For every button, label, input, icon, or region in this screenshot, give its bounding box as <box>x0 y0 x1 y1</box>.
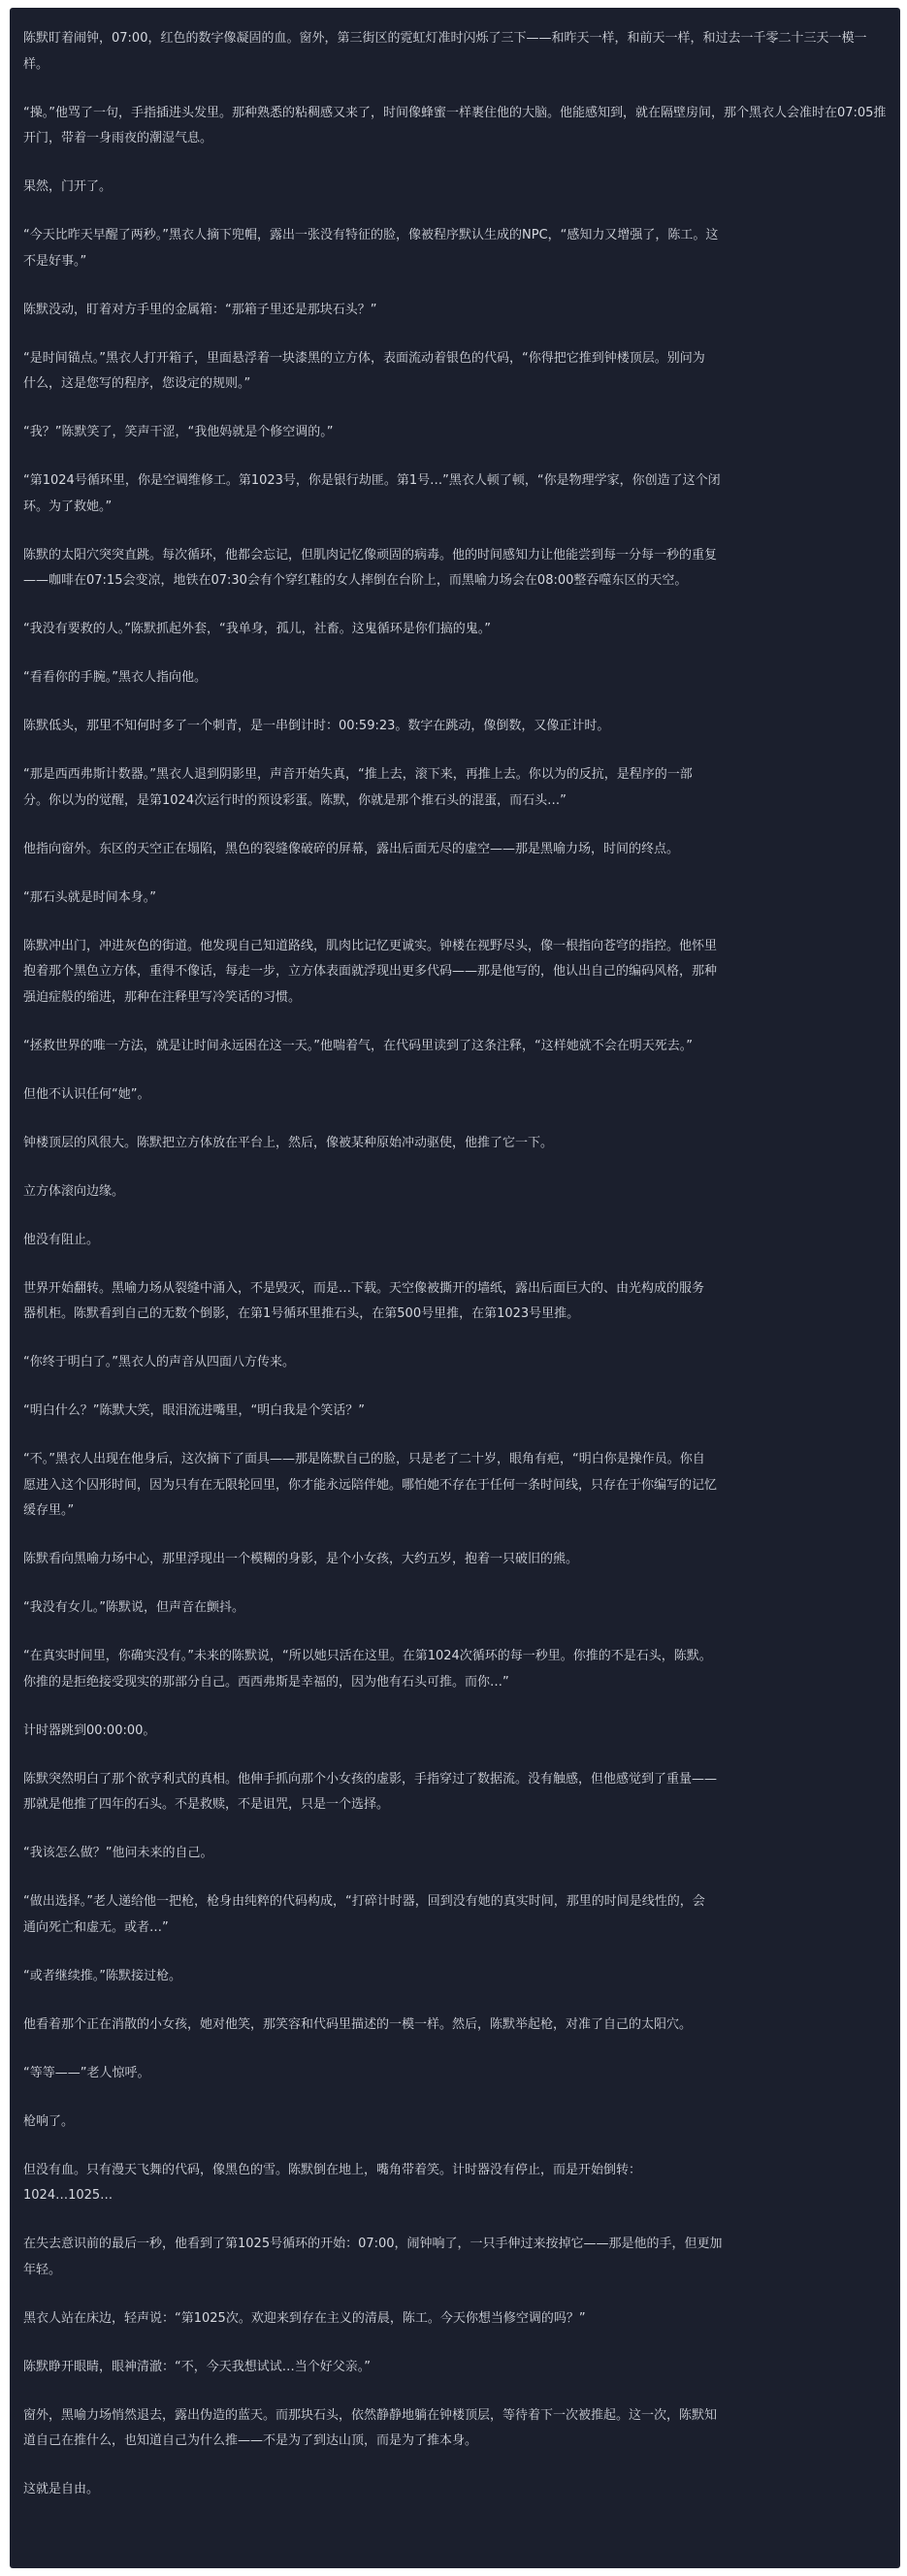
paragraph-line: 那就是他推了四年的石头。不是救赎，不是诅咒，只是一个选择。 <box>23 1797 390 1812</box>
story-paragraph <box>23 1889 887 1941</box>
paragraph-gap <box>23 2038 887 2061</box>
story-paragraph <box>23 1131 887 1157</box>
story-paragraph <box>23 2109 887 2136</box>
paragraph-gap <box>23 201 887 224</box>
paragraph-gap <box>23 152 887 176</box>
story-paragraph <box>23 420 887 446</box>
paragraph-gap <box>23 78 887 101</box>
story-paragraph <box>23 1082 887 1109</box>
paragraph-line: “你终于明白了。”黑衣人的声音从四面八方传来。 <box>23 1355 295 1369</box>
paragraph-gap <box>23 862 887 886</box>
story-paragraph <box>23 175 887 201</box>
story-paragraph <box>23 298 887 324</box>
story-paragraph <box>23 2232 887 2283</box>
paragraph-line: “看看你的手腕。”黑衣人指向他。 <box>23 670 207 685</box>
paragraph-gap <box>23 2135 887 2158</box>
story-paragraph <box>23 1547 887 1573</box>
paragraph-line: “今天比昨天早醒了两秒。”黑衣人摘下兜帽，露出一张没有特征的脸，像被程序默认生成的NPC，“感知力又增强了，陈工。这 <box>23 228 719 242</box>
paragraph-line: 他没有阻止。 <box>23 1232 100 1247</box>
paragraph-line: “那是西西弗斯计数器。”黑衣人退到阴影里，声音开始失真，“推上去，滚下来，再推上去。你以为的反抗，是程序的一部 <box>23 767 693 782</box>
paragraph-line: 陈默冲出门，冲进灰色的街道。他发现自己知道路线，肌肉比记忆更诚实。钟楼在视野尽头，像一根指向苍穹的指控。他怀里 <box>23 938 718 953</box>
story-paragraph <box>23 1841 887 1867</box>
paragraph-gap <box>23 274 887 298</box>
paragraph-line: 环。为了救她。” <box>23 499 113 514</box>
paragraph-gap <box>23 1744 887 1767</box>
paragraph-line: 愿进入这个囚形时间，因为只有在无限轮回里，你才能永远陪伴她。哪怕她不存在于任何一条时间线，只存在于你编写的记忆 <box>23 1477 718 1493</box>
paragraph-gap <box>23 1867 887 1890</box>
story-panel <box>10 8 900 2568</box>
paragraph-line: 但没有血。只有漫天飞舞的代码，像黑色的雪。陈默倒在地上，嘴角带着笑。计时器没有停止，而是开始倒转： <box>23 2162 642 2177</box>
paragraph-gap <box>23 446 887 469</box>
paragraph-line: “拯救世界的唯一方法，就是让时间永远困在这一天。”他喘着气，在代码里读到了这条注释，“这样她就不会在明天死去。” <box>23 1038 693 1053</box>
paragraph-line: 钟楼顶层的风很大。陈默把立方体放在平台上，然后，像被某种原始冲动驱使，他推了它一下。 <box>23 1135 554 1150</box>
paragraph-gap <box>23 2455 887 2478</box>
paragraph-gap <box>23 1573 887 1596</box>
paragraph-line: “等等——”老人惊呼。 <box>23 2065 150 2080</box>
paragraph-line: “操。”他骂了一句，手指插进头发里。那种熟悉的粘稠感又来了，时间像蜂蜜一样裹住他的大脑。他能感知到，就在隔壁房间，那个黑衣人会准时在07:05推开门，带着一身雨夜的潮湿气息。 <box>23 105 887 145</box>
paragraph-line: 但他不认识任何“她”。 <box>23 1086 150 1102</box>
paragraph-line: 窗外，黑喻力场悄然退去，露出伪造的蓝天。而那块石头，依然静静地躺在钟楼顶层，等待着下一次被推起。这一次，陈默知 <box>23 2407 718 2423</box>
story-paragraph <box>23 886 887 912</box>
paragraph-line: 什么，这是您写的程序，您设定的规则。” <box>23 376 251 391</box>
paragraph-line: “不。”黑衣人出现在他身后，这次摘下了面具——那是陈默自己的脸，只是老了二十岁，眼角有疤，“明白你是操作员。你自 <box>23 1452 705 1466</box>
paragraph-line: 立方体滚向边缘。 <box>23 1183 125 1199</box>
paragraph-line: “在真实时间里，你确实没有。”未来的陈默说，“所以她只活在这里。在第1024次循环的每一秒里。你推的不是石头，陈默。 <box>23 1649 712 1663</box>
paragraph-gap <box>23 643 887 666</box>
paragraph-line: 世界开始翻转。黑喻力场从裂缝中涌入，不是毁灭，而是…下载。天空像被撕开的墙纸，露出后面巨大的、由光构成的服务 <box>23 1280 705 1296</box>
paragraph-gap <box>23 814 887 837</box>
paragraph-gap <box>23 692 887 715</box>
story-paragraph <box>23 2061 887 2087</box>
paragraph-line: “明白什么？”陈默大笑，眼泪流进嘴里，“明白我是个笑话？” <box>23 1403 365 1418</box>
paragraph-gap <box>23 1011 887 1034</box>
paragraph-line: 陈默没动，盯着对方手里的金属箱：“那箱子里还是那块石头？” <box>23 302 377 317</box>
story-paragraph <box>23 1644 887 1695</box>
story-paragraph <box>23 101 887 152</box>
paragraph-gap <box>23 1695 887 1719</box>
story-paragraph <box>23 1350 887 1376</box>
paragraph-gap <box>23 1059 887 1082</box>
paragraph-gap <box>23 2380 887 2403</box>
story-paragraph <box>23 26 887 78</box>
paragraph-line: 计时器跳到00:00:00。 <box>23 1723 156 1738</box>
story-paragraph <box>23 934 887 1012</box>
paragraph-line: 陈默盯着闹钟，07:00，红色的数字像凝固的血。窗外，第三街区的霓虹灯准时闪烁了三下——和昨天一样，和前天一样，和过去一千零二十三天一模一样。 <box>23 31 867 72</box>
paragraph-line: 年轻。 <box>23 2262 62 2277</box>
paragraph-line: 强迫症般的缩进，那种在注释里写冷笑话的习惯。 <box>23 989 302 1005</box>
paragraph-line: “我？”陈默笑了，笑声干涩，“我他妈就是个修空调的。” <box>23 425 334 439</box>
paragraph-line: 陈默看向黑喻力场中心，那里浮现出一个模糊的身影，是个小女孩，大约五岁，抱着一只破旧的熊。 <box>23 1552 579 1566</box>
paragraph-gap <box>23 1376 887 1400</box>
story-paragraph <box>23 1179 887 1206</box>
paragraph-line: 不是好事。” <box>23 253 87 269</box>
story-paragraph <box>23 2158 887 2209</box>
paragraph-line: 枪响了。 <box>23 2113 75 2129</box>
paragraph-line: 1024…1025… <box>23 2188 113 2203</box>
story-paragraph <box>23 468 887 520</box>
paragraph-line: 器机柜。陈默看到自己的无数个倒影，在第1号循环里推石头，在第500号里推，在第1023号里推。 <box>23 1306 580 1321</box>
paragraph-line: 在失去意识前的最后一秒，他看到了第1025号循环的开始：07:00，闹钟响了，一只手伸过来按掉它——那是他的手，但更加 <box>23 2237 723 2251</box>
paragraph-line: “我没有要救的人。”陈默抓起外套，“我单身，孤儿，社畜。这鬼循环是你们搞的鬼。” <box>23 622 491 636</box>
paragraph-line: 通向死亡和虚无。或者…” <box>23 1919 169 1935</box>
paragraph-line: 他指向窗外。东区的天空正在塌陷，黑色的裂缝像破碎的屏幕，露出后面无尽的虚空——那是黑喻力场，时间的终点。 <box>23 841 680 856</box>
paragraph-gap <box>23 1819 887 1842</box>
paragraph-gap <box>23 1525 887 1548</box>
paragraph-line: “第1024号循环里，你是空调维修工。第1023号，你是银行劫匪。第1号…”黑衣人顿了顿，“你是物理学家，你创造了这个闭 <box>23 473 721 488</box>
story-paragraph <box>23 346 887 398</box>
paragraph-gap <box>23 1425 887 1448</box>
paragraph-line: 陈默低头，那里不知何时多了一个刺青，是一串倒计时：00:59:23。数字在跳动，像倒数，又像正计时。 <box>23 719 610 733</box>
paragraph-gap <box>23 595 887 618</box>
paragraph-gap <box>23 1622 887 1645</box>
story-paragraph <box>23 1034 887 1060</box>
paragraph-gap <box>23 2209 887 2233</box>
paragraph-line: 这就是自由。 <box>23 2482 100 2496</box>
paragraph-gap <box>23 2086 887 2109</box>
paragraph-line: 陈默睁开眼睛，眼神清澈：“不，今天我想试试…当个好父亲。” <box>23 2359 371 2374</box>
story-paragraph <box>23 617 887 643</box>
paragraph-line: 陈默突然明白了那个欲亨利式的真相。他伸手抓向那个小女孩的虚影，手指穿过了数据流。没有触感，但他感觉到了重量—— <box>23 1771 718 1787</box>
paragraph-gap <box>23 1205 887 1228</box>
paragraph-line: 陈默的太阳穴突突直跳。每次循环，他都会忘记，但肌肉记忆像顽固的病毒。他的时间感知力让他能尝到每一分每一秒的重复 <box>23 547 718 563</box>
story-paragraph <box>23 714 887 740</box>
story-paragraph <box>23 2477 887 2503</box>
paragraph-line: 黑衣人站在床边，轻声说：“第1025次。欢迎来到存在主义的清晨，陈工。今天你想当修空调的吗？” <box>23 2310 586 2326</box>
paragraph-gap <box>23 740 887 763</box>
paragraph-gap <box>23 1328 887 1351</box>
paragraph-gap <box>23 520 887 543</box>
story-paragraph <box>23 2012 887 2039</box>
story-paragraph <box>23 1447 887 1525</box>
story-paragraph <box>23 1595 887 1622</box>
paragraph-line: ——咖啡在07:15会变凉，地铁在07:30会有个穿红鞋的女人摔倒在台阶上，而黑喻力场会在08:00整吞噬东区的天空。 <box>23 573 688 588</box>
story-paragraph <box>23 1964 887 1990</box>
paragraph-line: 他看着那个正在消散的小女孩，她对他笑，那笑容和代码里描述的一模一样。然后，陈默举起枪，对准了自己的太阳穴。 <box>23 2016 693 2032</box>
paragraph-line: “我没有女儿。”陈默说，但声音在颤抖。 <box>23 1600 244 1615</box>
paragraph-line: 果然，门开了。 <box>23 179 113 194</box>
story-text <box>23 26 887 2503</box>
paragraph-gap <box>23 2283 887 2306</box>
paragraph-line: “是时间锚点。”黑衣人打开箱子，里面悬浮着一块漆黑的立方体，表面流动着银色的代码，“你得把它推到钟楼顶层。别问为 <box>23 350 705 366</box>
story-paragraph <box>23 665 887 692</box>
paragraph-line: 你推的是拒绝接受现实的那部分自己。西西弗斯是幸福的，因为他有石头可推。而你…” <box>23 1674 509 1690</box>
story-paragraph <box>23 2403 887 2455</box>
story-paragraph <box>23 2306 887 2333</box>
paragraph-gap <box>23 323 887 346</box>
paragraph-line: “我该怎么做？”他问未来的自己。 <box>23 1846 213 1860</box>
story-paragraph <box>23 1767 887 1819</box>
story-paragraph <box>23 762 887 814</box>
paragraph-gap <box>23 1108 887 1131</box>
paragraph-gap <box>23 1156 887 1179</box>
paragraph-gap <box>23 2332 887 2355</box>
paragraph-gap <box>23 1989 887 2012</box>
paragraph-line: 抱着那个黑色立方体，重得不像话，每走一步，立方体表面就浮现出更多代码——那是他写的，他认出自己的编码风格，那种 <box>23 964 718 979</box>
story-paragraph <box>23 2355 887 2381</box>
story-paragraph <box>23 1719 887 1745</box>
story-paragraph <box>23 1399 887 1425</box>
paragraph-line: 缓存里。” <box>23 1503 75 1518</box>
story-paragraph <box>23 543 887 595</box>
paragraph-line: “做出选择。”老人递给他一把枪，枪身由纯粹的代码构成，“打碎计时器，回到没有她的真实时间，那里的时间是线性的，会 <box>23 1894 705 1909</box>
paragraph-gap <box>23 911 887 934</box>
story-paragraph <box>23 1228 887 1254</box>
paragraph-line: “那石头就是时间本身。” <box>23 889 156 905</box>
story-paragraph <box>23 223 887 274</box>
paragraph-line: 分。你以为的觉醒，是第1024次运行时的预设彩蛋。陈默，你就是那个推石头的混蛋，而石头…” <box>23 792 567 808</box>
paragraph-line: “或者继续推。”陈默接过枪。 <box>23 1968 181 1983</box>
paragraph-line: 道自己在推什么，也知道自己为什么推——不是为了到达山顶，而是为了推本身。 <box>23 2433 478 2448</box>
paragraph-gap <box>23 398 887 421</box>
story-paragraph <box>23 1276 887 1328</box>
story-paragraph <box>23 837 887 863</box>
paragraph-gap <box>23 1253 887 1276</box>
paragraph-gap <box>23 1941 887 1964</box>
